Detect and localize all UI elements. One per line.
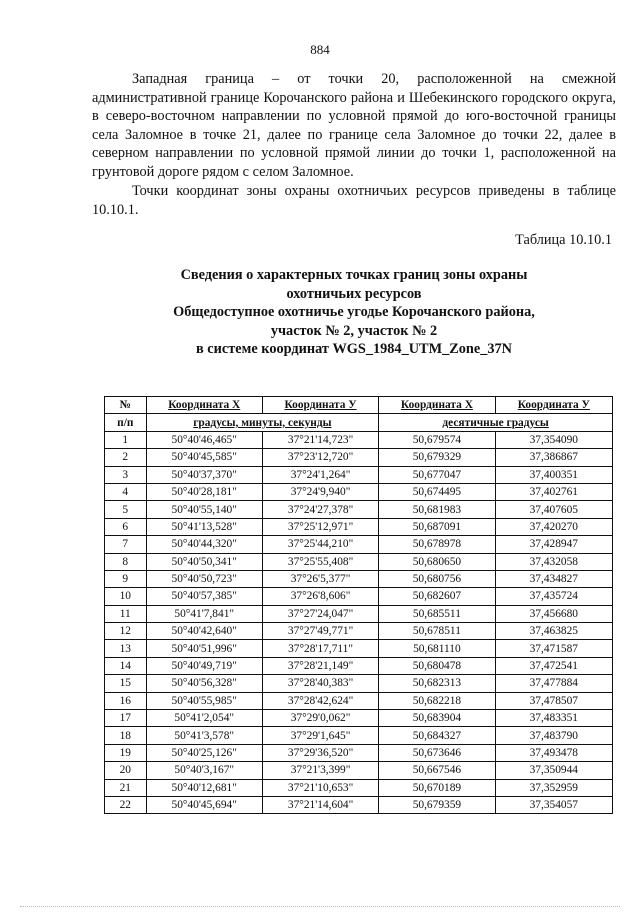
coord-x-dec: 50,677047 xyxy=(379,466,495,483)
coord-y-dms: 37°29'1,645" xyxy=(262,727,378,744)
table-row xyxy=(105,744,613,761)
row-number: 21 xyxy=(105,779,147,796)
coord-x-dec: 50,678511 xyxy=(379,623,495,640)
row-number: 13 xyxy=(105,640,147,657)
coord-x-dec: 50,683904 xyxy=(379,710,495,727)
coord-y-dms: 37°24'1,264" xyxy=(262,466,378,483)
title-line: Сведения о характерных точках границ зоны охраны xyxy=(180,267,528,283)
coord-x-dms: 50°40'57,385" xyxy=(146,588,262,605)
paragraph-western-border: Западная граница – от точки 20, расположенной на смежной административной границе Корочанского района и Шебекинского городского округа, в северо-восточном направлении по условной прямой до юго-восточной границы села Заломное в точке 21, далее по границе села Заломное до точки 22, далее в северном направлении по условной прямой линии до точки 1, расположенной на грунтовой дороге рядом с селом Заломное. xyxy=(92,71,616,180)
coord-y-dec: 37,434827 xyxy=(495,570,612,587)
row-number: 6 xyxy=(105,518,147,535)
coord-y-dec: 37,407605 xyxy=(495,501,612,518)
table-row xyxy=(105,588,613,605)
table-row xyxy=(105,692,613,709)
coord-x-dms: 50°40'45,585" xyxy=(146,449,262,466)
table-row xyxy=(105,553,613,570)
table-title xyxy=(92,266,616,359)
row-number: 5 xyxy=(105,501,147,518)
coord-y-dec: 37,472541 xyxy=(495,657,612,674)
coord-y-dec: 37,483351 xyxy=(495,710,612,727)
coord-x-dms: 50°40'50,723" xyxy=(146,570,262,587)
table-row xyxy=(105,431,613,448)
coord-x-dms: 50°40'37,370" xyxy=(146,466,262,483)
coord-x-dms: 50°40'46,465" xyxy=(146,431,262,448)
coord-x-dec: 50,680756 xyxy=(379,570,495,587)
row-number: 12 xyxy=(105,623,147,640)
coord-y-dec: 37,477884 xyxy=(495,675,612,692)
table-row xyxy=(105,623,613,640)
header-num: № xyxy=(105,397,147,414)
coord-x-dms: 50°40'50,341" xyxy=(146,553,262,570)
coord-y-dec: 37,428947 xyxy=(495,536,612,553)
coord-x-dec: 50,679574 xyxy=(379,431,495,448)
coord-y-dms: 37°28'42,624" xyxy=(262,692,378,709)
coord-y-dms: 37°24'27,378" xyxy=(262,501,378,518)
table-row xyxy=(105,501,613,518)
coord-y-dec: 37,432058 xyxy=(495,553,612,570)
coord-x-dec: 50,681983 xyxy=(379,501,495,518)
coord-y-dec: 37,493478 xyxy=(495,744,612,761)
row-number: 22 xyxy=(105,796,147,813)
coord-x-dms: 50°40'49,719" xyxy=(146,657,262,674)
coord-y-dms: 37°21'14,723" xyxy=(262,431,378,448)
coord-x-dec: 50,680650 xyxy=(379,553,495,570)
coord-x-dec: 50,685511 xyxy=(379,605,495,622)
coord-x-dms: 50°40'55,985" xyxy=(146,692,262,709)
coord-x-dec: 50,679329 xyxy=(379,449,495,466)
coord-y-dms: 37°28'40,383" xyxy=(262,675,378,692)
paragraph-table-reference: Точки координат зоны охраны охотничьих ресурсов приведены в таблице 10.10.1. xyxy=(92,183,616,218)
coord-x-dec: 50,682313 xyxy=(379,675,495,692)
header-coord-y-dec: Координата У xyxy=(495,397,612,414)
table-body xyxy=(105,431,613,814)
table-subheader-row xyxy=(105,414,613,431)
table-header-row xyxy=(105,397,613,414)
coord-y-dec: 37,352959 xyxy=(495,779,612,796)
coord-x-dec: 50,667546 xyxy=(379,762,495,779)
title-line: участок № 2, участок № 2 xyxy=(270,322,438,339)
coord-y-dms: 37°21'10,653" xyxy=(262,779,378,796)
coord-x-dms: 50°41'13,528" xyxy=(146,518,262,535)
coord-x-dec: 50,674495 xyxy=(379,483,495,500)
coord-x-dms: 50°40'25,126" xyxy=(146,744,262,761)
coord-x-dms: 50°40'3,167" xyxy=(146,762,262,779)
row-number: 10 xyxy=(105,588,147,605)
table-row xyxy=(105,449,613,466)
row-number: 9 xyxy=(105,570,147,587)
coord-y-dec: 37,354090 xyxy=(495,431,612,448)
header-dms-units: градусы, минуты, секунды xyxy=(146,414,379,431)
row-number: 20 xyxy=(105,762,147,779)
coord-x-dms: 50°41'2,054" xyxy=(146,710,262,727)
coord-y-dms: 37°21'3,399" xyxy=(262,762,378,779)
coord-x-dms: 50°40'44,320" xyxy=(146,536,262,553)
coord-x-dms: 50°40'12,681" xyxy=(146,779,262,796)
coord-x-dms: 50°40'51,996" xyxy=(146,640,262,657)
coord-y-dec: 37,354057 xyxy=(495,796,612,813)
table-row xyxy=(105,675,613,692)
coord-x-dms: 50°40'42,640" xyxy=(146,623,262,640)
coord-y-dms: 37°27'49,771" xyxy=(262,623,378,640)
row-number: 19 xyxy=(105,744,147,761)
coord-x-dms: 50°40'56,328" xyxy=(146,675,262,692)
coord-x-dms: 50°40'28,181" xyxy=(146,483,262,500)
table-row xyxy=(105,640,613,657)
coord-y-dec: 37,483790 xyxy=(495,727,612,744)
coord-x-dec: 50,679359 xyxy=(379,796,495,813)
table-row xyxy=(105,605,613,622)
coord-y-dms: 37°26'8,606" xyxy=(262,588,378,605)
coord-y-dec: 37,456680 xyxy=(495,605,612,622)
page-number: 884 xyxy=(310,42,330,57)
coord-y-dec: 37,400351 xyxy=(495,466,612,483)
table-row xyxy=(105,779,613,796)
table-row xyxy=(105,570,613,587)
coord-x-dec: 50,670189 xyxy=(379,779,495,796)
coord-x-dec: 50,681110 xyxy=(379,640,495,657)
coord-x-dec: 50,684327 xyxy=(379,727,495,744)
header-num-pp: п/п xyxy=(105,414,147,431)
coord-x-dec: 50,680478 xyxy=(379,657,495,674)
coord-y-dms: 37°27'24,047" xyxy=(262,605,378,622)
coord-y-dms: 37°29'0,062" xyxy=(262,710,378,727)
row-number: 7 xyxy=(105,536,147,553)
table-row xyxy=(105,483,613,500)
coord-y-dec: 37,350944 xyxy=(495,762,612,779)
coord-x-dms: 50°40'55,140" xyxy=(146,501,262,518)
table-row xyxy=(105,657,613,674)
coord-y-dec: 37,471587 xyxy=(495,640,612,657)
coord-x-dec: 50,673646 xyxy=(379,744,495,761)
row-number: 4 xyxy=(105,483,147,500)
row-number: 18 xyxy=(105,727,147,744)
coord-y-dec: 37,463825 xyxy=(495,623,612,640)
header-coord-x-dec: Координата X xyxy=(379,397,495,414)
coord-x-dec: 50,682607 xyxy=(379,588,495,605)
coord-y-dms: 37°25'55,408" xyxy=(262,553,378,570)
coord-y-dec: 37,478507 xyxy=(495,692,612,709)
row-number: 1 xyxy=(105,431,147,448)
row-number: 17 xyxy=(105,710,147,727)
table-row xyxy=(105,727,613,744)
coord-y-dms: 37°28'21,149" xyxy=(262,657,378,674)
coord-x-dms: 50°40'45,694" xyxy=(146,796,262,813)
coord-x-dec: 50,687091 xyxy=(379,518,495,535)
coord-y-dms: 37°21'14,604" xyxy=(262,796,378,813)
table-row xyxy=(105,762,613,779)
coord-x-dec: 50,678978 xyxy=(379,536,495,553)
coord-y-dec: 37,402761 xyxy=(495,483,612,500)
coord-y-dec: 37,420270 xyxy=(495,518,612,535)
row-number: 2 xyxy=(105,449,147,466)
coord-x-dms: 50°41'7,841" xyxy=(146,605,262,622)
table-row xyxy=(105,518,613,535)
coord-y-dms: 37°29'36,520" xyxy=(262,744,378,761)
header-dec-units: десятичные градусы xyxy=(379,414,613,431)
table-row xyxy=(105,710,613,727)
header-coord-y-dms: Координата У xyxy=(262,397,378,414)
coord-x-dms: 50°41'3,578" xyxy=(146,727,262,744)
title-line: охотничьих ресурсов xyxy=(286,285,422,302)
title-line: Общедоступное охотничье угодье Корочанского района, xyxy=(173,304,535,321)
coord-y-dms: 37°28'17,711" xyxy=(262,640,378,657)
table-row xyxy=(105,466,613,483)
header-coord-x-dms: Координата X xyxy=(146,397,262,414)
table-caption: Таблица 10.10.1 xyxy=(515,232,612,248)
coord-y-dec: 37,435724 xyxy=(495,588,612,605)
row-number: 14 xyxy=(105,657,147,674)
coord-y-dms: 37°25'12,971" xyxy=(262,518,378,535)
page-bottom-edge xyxy=(20,906,620,908)
coord-y-dms: 37°24'9,940" xyxy=(262,483,378,500)
row-number: 11 xyxy=(105,605,147,622)
row-number: 8 xyxy=(105,553,147,570)
coordinates-table xyxy=(104,396,613,814)
coord-y-dms: 37°23'12,720" xyxy=(262,449,378,466)
row-number: 16 xyxy=(105,692,147,709)
table-row xyxy=(105,796,613,813)
table-row xyxy=(105,536,613,553)
coord-y-dec: 37,386867 xyxy=(495,449,612,466)
row-number: 3 xyxy=(105,466,147,483)
title-line: в системе координат WGS_1984_UTM_Zone_37N xyxy=(196,341,512,358)
coord-y-dms: 37°26'5,377" xyxy=(262,570,378,587)
coord-x-dec: 50,682218 xyxy=(379,692,495,709)
row-number: 15 xyxy=(105,675,147,692)
coord-y-dms: 37°25'44,210" xyxy=(262,536,378,553)
